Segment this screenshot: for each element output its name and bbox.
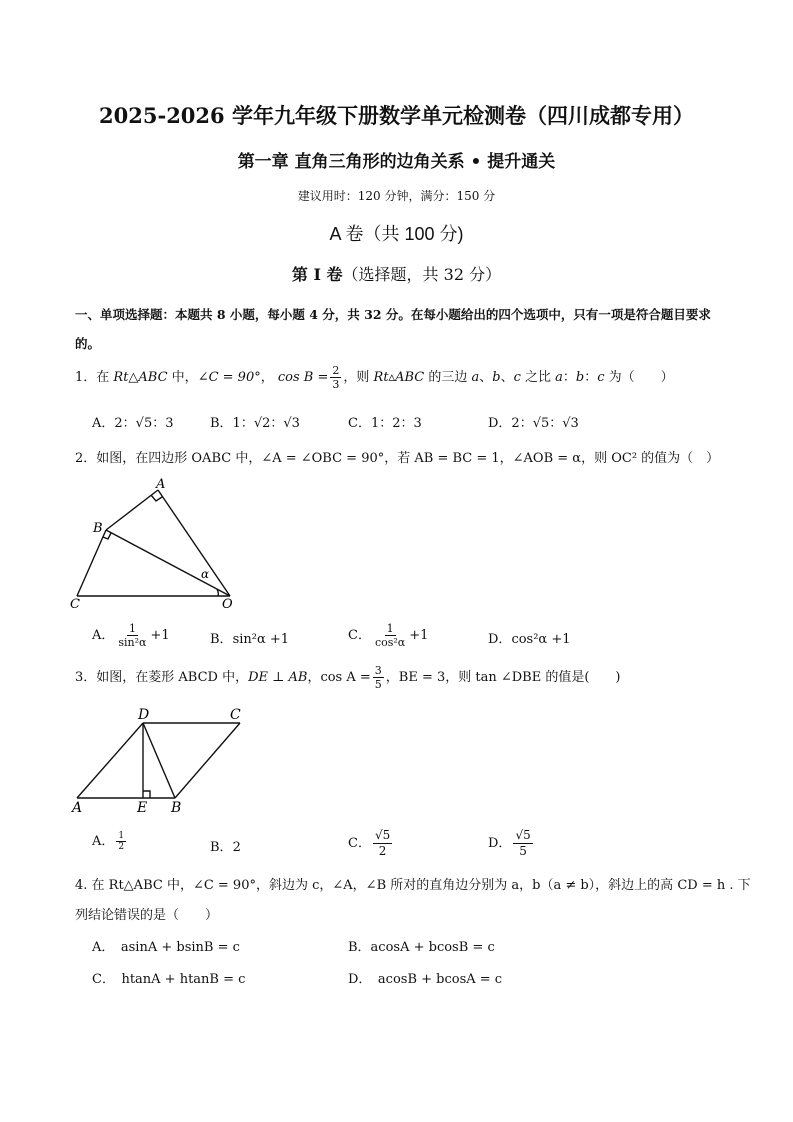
question-4-stem-line2: 列结论错误的是（ ） — [75, 908, 219, 923]
q4-option-c[interactable]: C． htanA + htanB = c — [92, 972, 246, 987]
label-alpha: α — [201, 567, 210, 581]
question-4-stem-line1: 4. 在 Rt△ABC 中，∠C = 90°，斜边为 c，∠A，∠B 所对的直角边分别为 a，b（a ≠ b），斜边上的高 CD = h . 下 — [75, 878, 751, 893]
edge-BO — [106, 530, 230, 596]
label-C: C — [230, 707, 241, 723]
q3-option-c[interactable]: C． $\frac{√5}{2}$ — [348, 828, 391, 858]
section-heading: 一、单项选择题：本题共 8 小题，每小题 4 分，共 32 分。在每小题给出的四个选项中，只有一项是符合题目要求的。 — [75, 307, 711, 351]
question-2-stem: 2．如图，在四边形 OABC 中，∠A = ∠OBC = 90°，若 AB = BC = 1，∠AOB = α，则 OC² 的值为（ ） — [75, 451, 720, 466]
q4-option-a[interactable]: A． asinA + bsinB = c — [92, 940, 240, 955]
segment-DB — [143, 723, 175, 798]
q3-option-b[interactable]: B．2 — [210, 840, 241, 855]
question-3-stem: 3．如图，在菱形 ABCD 中，DE ⊥ AB，cos A = $\frac{3}{5}$ ，BE = 3，则 tan ∠DBE 的值是( ) — [75, 664, 621, 691]
time-score-info: 建议用时：120 分钟，满分：150 分 — [297, 189, 496, 203]
question-1-stem: 1．在 Rt△ABC 中，∠C = 90°， cos B = $\frac{2}{3}$ ，则 Rt▵ABC 的三边 a、b、c 之比 a：b：c 为（ ） — [75, 364, 674, 391]
edge-BC — [77, 530, 106, 596]
q4-option-b[interactable]: B．acosA + bcosB = c — [348, 940, 495, 955]
q1-option-a[interactable]: A．2：√5：3 — [92, 416, 174, 431]
q2-figure — [65, 475, 245, 610]
label-O: O — [222, 597, 233, 610]
label-A: A — [156, 477, 166, 492]
paper-label: A 卷（共 100 分) — [329, 224, 464, 244]
q2-option-d[interactable]: D．cos²α +1 — [488, 632, 571, 647]
part-bold: 第 I 卷 — [291, 265, 343, 284]
label-B: B — [171, 800, 182, 816]
right-angle-A — [151, 495, 162, 501]
q3-option-d[interactable]: D． $\frac{√5}{5}$ — [488, 828, 531, 858]
edge-AO — [158, 490, 230, 596]
q3-option-a[interactable]: A． $\frac{1}{2}$ — [92, 831, 125, 852]
label-B: B — [93, 521, 103, 536]
q2-option-b[interactable]: B．sin²α +1 — [210, 632, 290, 647]
q2-option-c[interactable]: C． $\frac{1}{\text{cos²α}}$ +1 — [348, 622, 429, 649]
part-label — [0, 262, 793, 285]
q1-option-b[interactable]: B．1：√2：√3 — [210, 416, 300, 431]
q4-option-d[interactable]: D． acosB + bcosA = c — [348, 972, 503, 987]
edge-CB — [175, 723, 240, 798]
q1-option-d[interactable]: D．2：√5：√3 — [488, 416, 579, 431]
q3-figure — [65, 703, 250, 818]
label-A: A — [72, 800, 83, 816]
part-rest: （选择题，共 32 分） — [342, 265, 502, 284]
edge-AD — [77, 723, 143, 798]
label-C: C — [70, 597, 80, 610]
q2-option-a[interactable]: A． $\frac{1}{\text{sin²α}}$ +1 — [92, 622, 170, 649]
exam-title: 2025-2026 学年九年级下册数学单元检测卷（四川成都专用） — [99, 103, 694, 128]
label-E: E — [137, 800, 148, 816]
angle-arc-alpha — [217, 589, 218, 596]
q1-option-c[interactable]: C．1：2：3 — [348, 416, 422, 431]
right-angle-E — [143, 791, 150, 798]
fraction: $\frac{2}{3}$ — [332, 364, 340, 391]
edge-AB — [106, 490, 158, 530]
chapter-subtitle: 第一章 直角三角形的边角关系 • 提升通关 — [237, 152, 556, 172]
label-D: D — [138, 707, 150, 723]
